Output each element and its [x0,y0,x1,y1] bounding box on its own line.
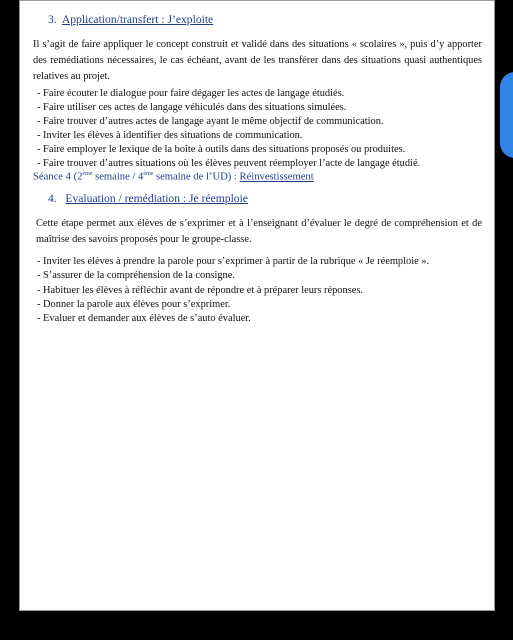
seance-sup-1: ème [82,171,93,177]
section-4-heading [48,192,494,205]
list-item: - Evaluer et demander aux élèves de s’auto évaluer. [37,313,251,325]
seance-mid-1: semaine / 4 [92,171,144,183]
list-item: - Faire utiliser ces actes de langage véhiculés dans des situations simulées. [37,102,347,114]
list-item: - Donner la parole aux élèves pour s’exprimer. [37,298,231,310]
section-3-subtitle: : J’exploite [158,13,214,26]
section-3-number: 3. [48,13,57,26]
document-page [19,0,495,611]
section-4-number: 4. [48,192,57,205]
list-item: - S’assurer de la compréhension de la consigne. [37,270,235,282]
paragraph-application: Il s’agit de faire appliquer le concept construit et validé dans des situations « scolaires », puis d’y apporter des remédiations nécessaires, le cas échéant, avant de les transférer dans des situations quasi authentiques relatives au projet. [33,39,482,82]
list-item: - Faire écouter le dialogue pour faire dégager les actes de langage étudiés. [37,88,345,99]
paragraph-evaluation: Cette étape permet aux élèves de s’exprimer et à l’enseignant d’évaluer le degré de compréhension et de maîtrise des savoirs proposés pour le groupe-classe. [36,218,482,245]
side-tab-handle[interactable] [500,72,513,158]
seance-separator: : [231,171,240,183]
seance-mid-2: semaine de l’UD) [153,171,232,183]
application-list [37,87,494,172]
seance-heading [33,171,494,183]
list-item: - Inviter les élèves à identifier des situations de communication. [37,130,303,142]
list-item: - Habituer les élèves à réfléchir avant de répondre et à préparer leurs réponses. [37,284,363,296]
list-item: - Inviter les élèves à prendre la parole pour s’exprimer à partir de la rubrique « Je réemploie ». [37,256,430,267]
list-item: - Faire employer le lexique de la boîte à outils dans des situations proposés ou produites. [37,144,406,156]
evaluation-list [37,255,494,326]
seance-title: Réinvestissement [239,171,314,183]
seance-prefix: Séance 4 (2 [33,171,83,183]
section-4-title: Evaluation / remédiation [65,192,181,205]
list-item: - Faire trouver d’autres actes de langage ayant le même objectif de communication. [37,116,384,128]
section-3-heading [48,13,494,26]
list-item: - Faire trouver d’autres situations où les élèves peuvent réemployer l’acte de langage étudié. [37,158,421,170]
seance-sup-2: ème [143,171,154,177]
section-3-title: Application/transfert [61,13,159,26]
section-4-subtitle: : Je réemploie [180,192,248,205]
